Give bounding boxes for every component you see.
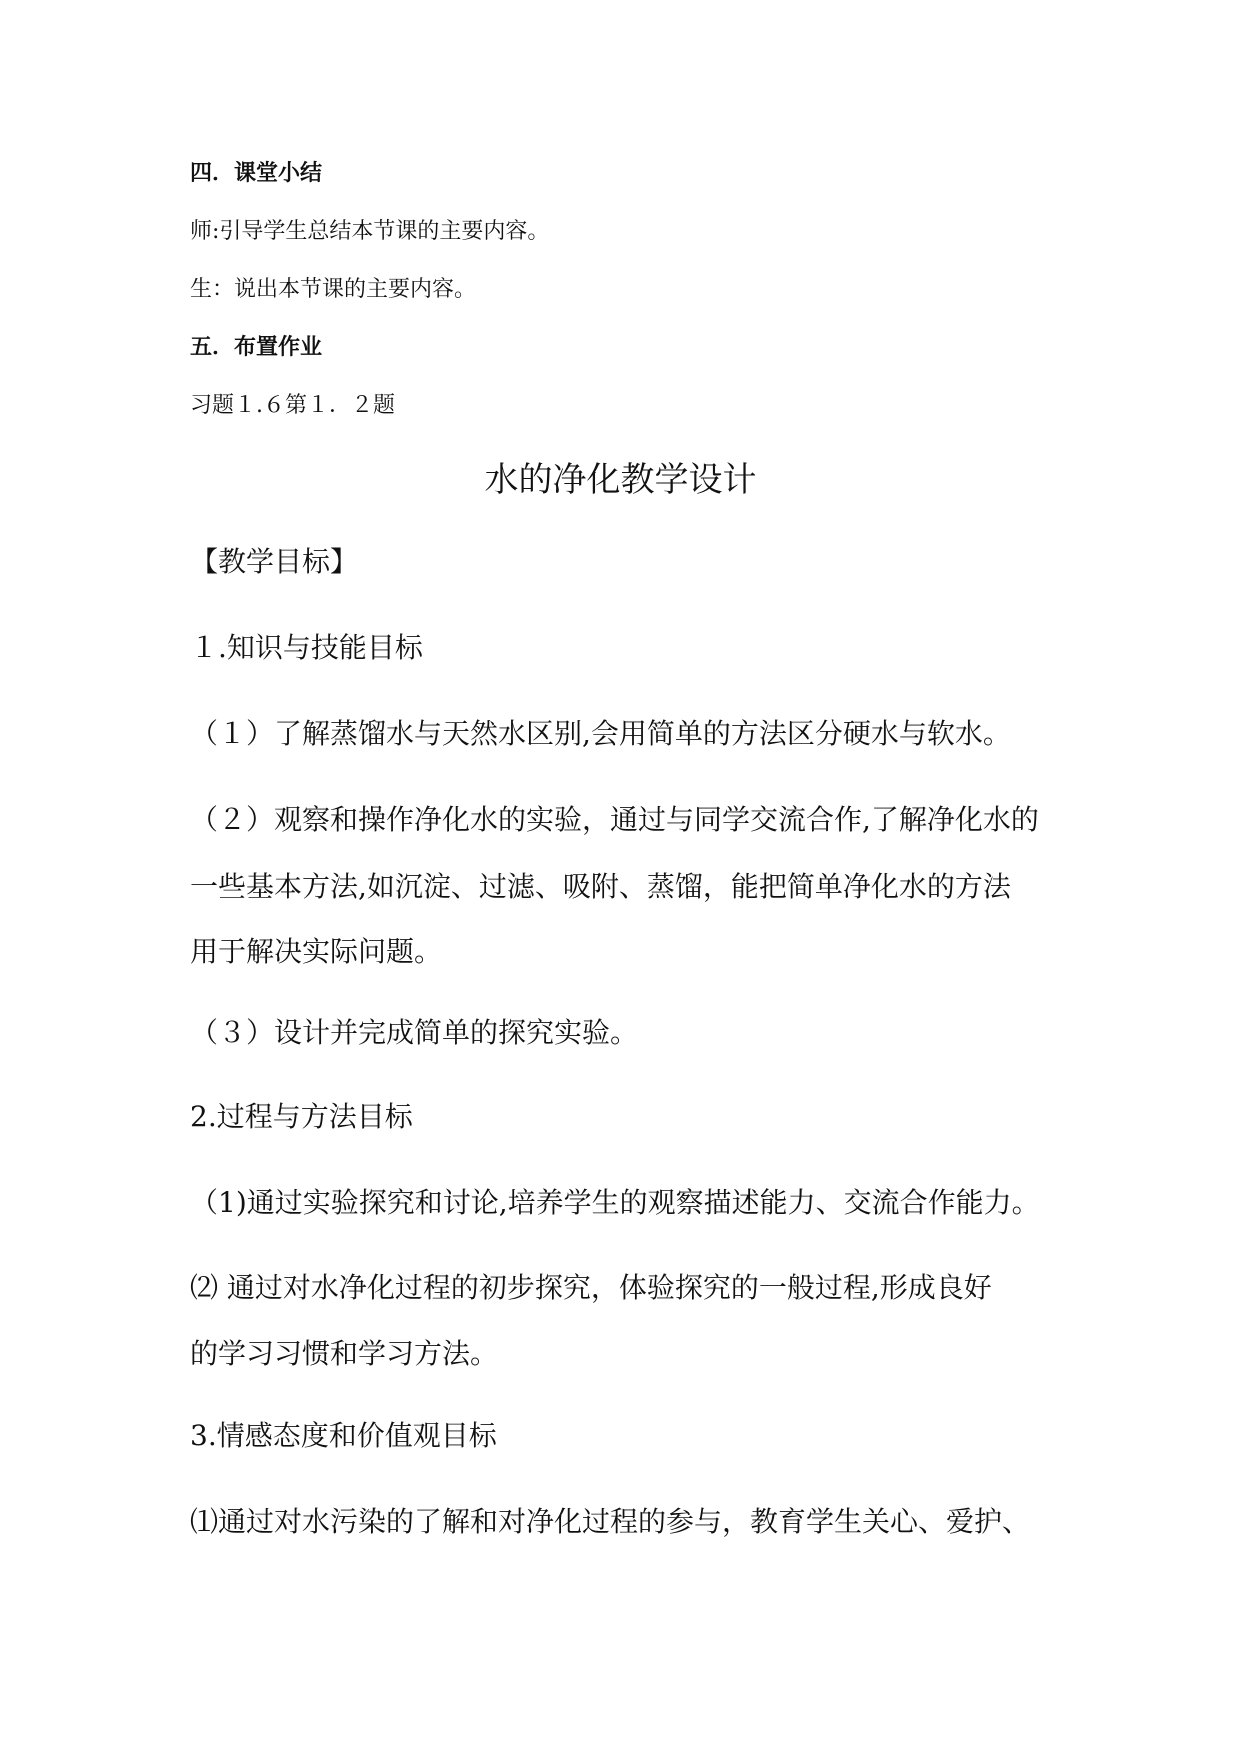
body-line: ⑵ 通过对水净化过程的初步探究，体验探究的一般过程,形成良好 — [190, 1271, 992, 1304]
body-line: 2.过程与方法目标 — [190, 1100, 413, 1133]
document-title: 水的净化教学设计 — [484, 460, 757, 500]
homework-text: 习题１.６第１．２题 — [190, 393, 395, 418]
section-heading-summary: 四．课堂小结 — [190, 161, 323, 186]
body-line: 一些基本方法,如沉淀、过滤、吸附、蒸馏，能把简单净化水的方法 — [190, 870, 1011, 903]
body-line: １.知识与技能目标 — [190, 631, 423, 664]
student-line: 生：说出本节课的主要内容。 — [190, 277, 477, 302]
body-line: ⑴通过对水污染的了解和对净化过程的参与，教育学生关心、爱护、 — [190, 1505, 1031, 1538]
objectives-heading: 【教学目标】 — [190, 545, 359, 578]
section-heading-homework: 五．布置作业 — [190, 335, 323, 360]
teacher-line: 师:引导学生总结本节课的主要内容。 — [190, 219, 550, 244]
body-line: （１）了解蒸馏水与天然水区别,会用简单的方法区分硬水与软水。 — [190, 717, 1011, 750]
body-line: 的学习习惯和学习方法。 — [190, 1337, 499, 1370]
body-line: （1)通过实验探究和讨论,培养学生的观察描述能力、交流合作能力。 — [190, 1186, 1040, 1219]
body-line: 用于解决实际问题。 — [190, 935, 443, 968]
body-line: （２）观察和操作净化水的实验，通过与同学交流合作,了解净化水的 — [190, 803, 1039, 836]
body-line: 3.情感态度和价值观目标 — [190, 1419, 497, 1452]
body-line: （３）设计并完成简单的探究实验。 — [190, 1016, 639, 1049]
